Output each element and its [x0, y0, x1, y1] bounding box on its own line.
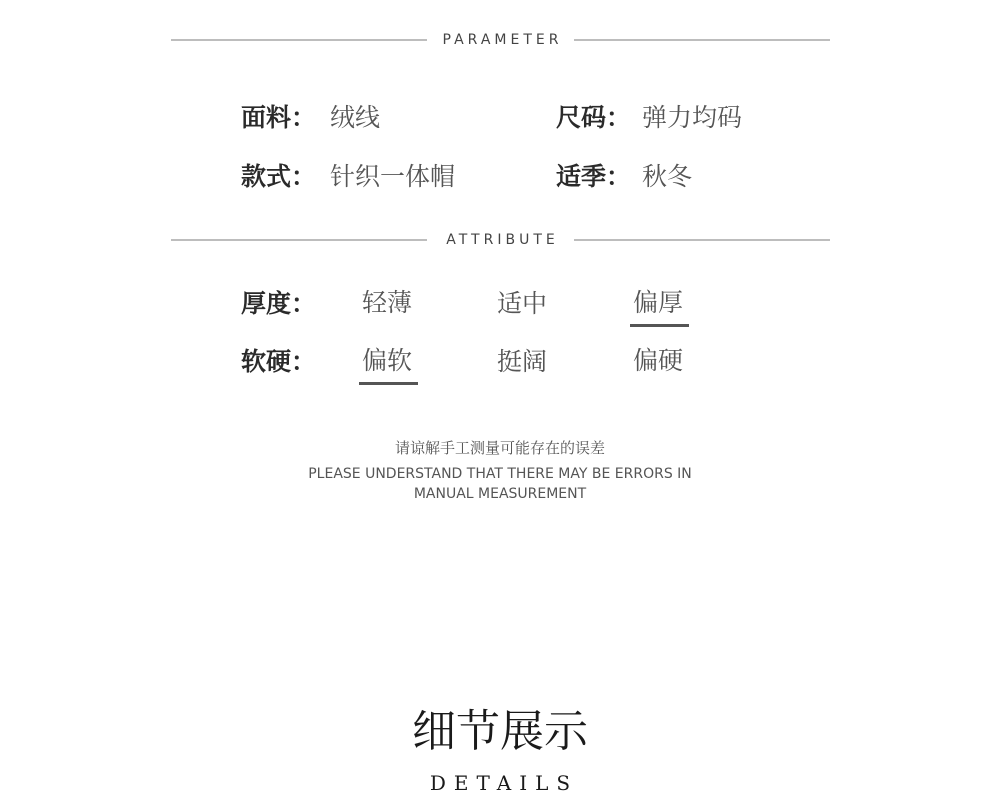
param-value: 秋冬	[642, 162, 693, 191]
attr-softness-label: 软硬：	[241, 347, 317, 376]
param-size	[556, 101, 816, 135]
selected-underline	[359, 382, 418, 385]
attr-option-thick-selected: 偏厚	[633, 286, 683, 320]
param-season	[556, 160, 816, 194]
parameter-divider	[171, 30, 830, 50]
param-value: 针织一体帽	[330, 162, 456, 191]
attr-option-soft-selected: 偏软	[362, 344, 412, 378]
param-label: 适季：	[556, 162, 632, 191]
details-subtitle: DETAILS	[429, 771, 579, 795]
parameter-heading: PARAMETER	[442, 32, 563, 48]
measurement-note-en: PLEASE UNDERSTAND THAT THERE MAY BE ERRORS IN MANUAL MEASUREMENT	[308, 466, 692, 502]
param-value: 弹力均码	[642, 103, 743, 132]
param-style	[241, 160, 501, 194]
attr-option-medium: 适中	[497, 289, 548, 318]
divider-line-right	[574, 39, 830, 41]
measurement-note-cn: 请谅解手工测量可能存在的误差	[394, 439, 605, 457]
param-label: 款式：	[241, 162, 317, 191]
param-value: 绒线	[330, 103, 381, 132]
attribute-divider	[171, 230, 830, 250]
divider-line-left	[171, 239, 427, 241]
divider-line-left	[171, 39, 427, 41]
divider-line-right	[574, 239, 830, 241]
param-label: 面料：	[241, 103, 317, 132]
selected-underline	[630, 324, 689, 327]
attr-option-thin: 轻薄	[362, 288, 413, 317]
attribute-heading: ATTRIBUTE	[446, 232, 559, 248]
param-label: 尺码：	[556, 103, 632, 132]
attr-thickness-label: 厚度：	[241, 289, 317, 318]
attr-option-hard: 偏硬	[633, 346, 684, 375]
param-material	[241, 101, 501, 135]
attr-option-stiff: 挺阔	[497, 347, 548, 376]
details-title: 细节展示	[412, 706, 588, 757]
